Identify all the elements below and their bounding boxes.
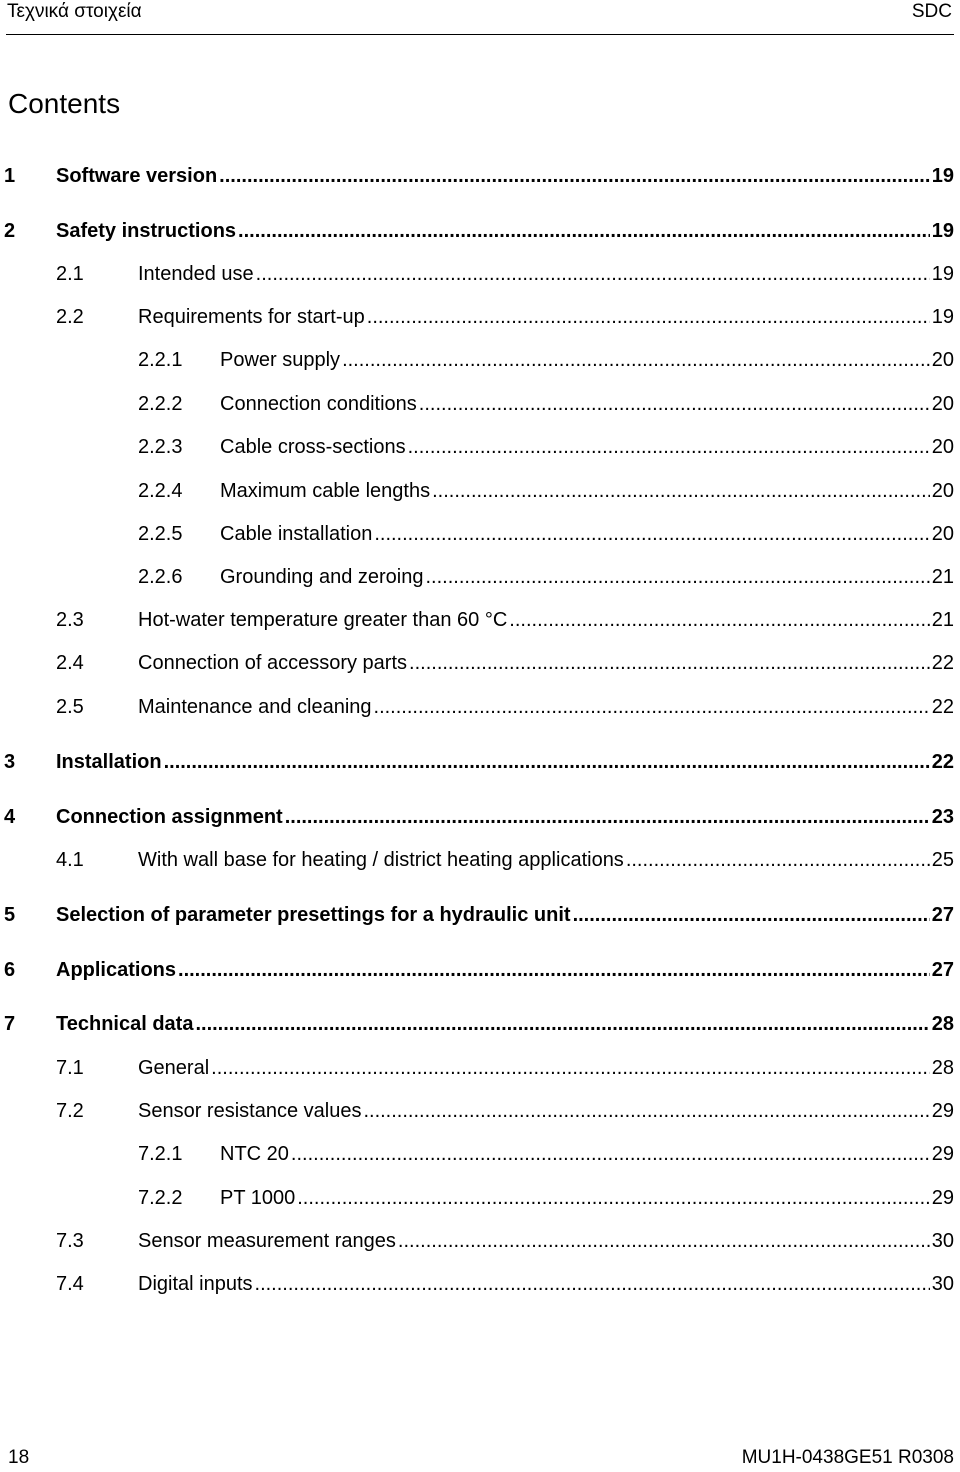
toc-entry-number: 2.2.3 <box>138 436 183 458</box>
toc-entry-page: 20 <box>931 436 954 458</box>
toc-entry-number: 6 <box>4 959 16 981</box>
toc-entry-title: Software version <box>56 165 218 187</box>
toc-leader-dots <box>254 261 930 287</box>
toc-entry-page: 23 <box>931 806 954 828</box>
toc-leader-dots <box>396 1228 930 1254</box>
toc-entry[interactable] <box>4 391 954 417</box>
toc-entry-number: 2.3 <box>56 609 84 631</box>
toc-leader-dots <box>217 163 930 189</box>
toc-entry-page: 30 <box>931 1273 954 1295</box>
toc-entry-number: 7.2.1 <box>138 1143 183 1165</box>
toc-entry[interactable] <box>4 749 954 775</box>
toc-entry-page: 21 <box>931 566 954 588</box>
toc-entry[interactable] <box>4 957 954 983</box>
page-number: 18 <box>8 1447 30 1468</box>
toc-entry-number: 2 <box>4 220 16 242</box>
toc-entry-number: 7.4 <box>56 1273 84 1295</box>
toc-entry-title: Sensor resistance values <box>138 1100 362 1122</box>
toc-entry-number: 2.2.4 <box>138 480 183 502</box>
toc-leader-dots <box>417 391 930 417</box>
toc-leader-dots <box>571 902 930 928</box>
toc-entry-number: 7 <box>4 1013 16 1035</box>
toc-entry[interactable] <box>4 607 954 633</box>
toc-leader-dots <box>162 749 930 775</box>
toc-entry-page: 28 <box>931 1057 954 1079</box>
toc-entry-number: 7.3 <box>56 1230 84 1252</box>
toc-entry-page: 29 <box>931 1187 954 1209</box>
toc-leader-dots <box>372 521 929 547</box>
toc-entry[interactable] <box>4 694 954 720</box>
toc-entry-title: Power supply <box>220 349 341 371</box>
toc-entry[interactable] <box>4 902 954 928</box>
toc-entry-title: Maintenance and cleaning <box>138 696 372 718</box>
toc-entry[interactable] <box>4 1055 954 1081</box>
toc-leader-dots <box>253 1271 930 1297</box>
toc-leader-dots <box>361 1098 929 1124</box>
toc-entry-page: 20 <box>931 349 954 371</box>
toc-entry-page: 21 <box>931 609 954 631</box>
toc-leader-dots <box>193 1011 929 1037</box>
header-product-name: SDC <box>911 1 952 22</box>
toc-entry-title: Cable cross-sections <box>220 436 406 458</box>
toc-entry-page: 25 <box>931 849 954 871</box>
toc-entry-number: 2.4 <box>56 652 84 674</box>
toc-entry[interactable] <box>4 1228 954 1254</box>
toc-leader-dots <box>407 650 930 676</box>
toc-entry-number: 7.2 <box>56 1100 84 1122</box>
toc-entry-number: 2.2.2 <box>138 393 183 415</box>
toc-entry-page: 29 <box>931 1143 954 1165</box>
toc-entry-title: NTC 20 <box>220 1143 289 1165</box>
toc-entry[interactable] <box>4 218 954 244</box>
toc-entry-title: Connection assignment <box>56 806 283 828</box>
toc-leader-dots <box>289 1141 930 1167</box>
toc-entry-title: Maximum cable lengths <box>220 480 431 502</box>
page-title: Contents <box>8 88 121 119</box>
toc-entry-number: 2.2.6 <box>138 566 183 588</box>
toc-entry[interactable] <box>4 1011 954 1037</box>
toc-entry[interactable] <box>4 163 954 189</box>
toc-entry-number: 2.5 <box>56 696 84 718</box>
toc-leader-dots <box>372 694 930 720</box>
toc-entry[interactable] <box>4 1185 954 1211</box>
header-section-title: Τεχνικά στοιχεία <box>7 1 142 22</box>
toc-leader-dots <box>295 1185 930 1211</box>
toc-entry[interactable] <box>4 1271 954 1297</box>
toc-leader-dots <box>423 564 929 590</box>
toc-entry-page: 19 <box>931 306 954 328</box>
toc-entry-title: Sensor measurement ranges <box>138 1230 396 1252</box>
toc-entry-title: General <box>138 1057 210 1079</box>
toc-entry-title: Installation <box>56 751 162 773</box>
toc-entry-title: Technical data <box>56 1013 194 1035</box>
toc-entry-number: 7.2.2 <box>138 1187 183 1209</box>
toc-entry-page: 29 <box>931 1100 954 1122</box>
toc-entry[interactable] <box>4 1098 954 1124</box>
toc-entry-page: 27 <box>931 959 954 981</box>
toc-entry-title: Connection conditions <box>220 393 417 415</box>
toc-entry-page: 27 <box>931 904 954 926</box>
toc-entry-page: 19 <box>931 165 954 187</box>
toc-leader-dots <box>507 607 929 633</box>
toc-entry-number: 7.1 <box>56 1057 84 1079</box>
toc-leader-dots <box>209 1055 930 1081</box>
toc-entry-page: 28 <box>931 1013 954 1035</box>
toc-leader-dots <box>430 478 930 504</box>
toc-leader-dots <box>176 957 930 983</box>
toc-leader-dots <box>406 434 930 460</box>
toc-entry[interactable] <box>4 804 954 830</box>
toc-entry[interactable] <box>4 261 954 287</box>
toc-entry[interactable] <box>4 347 954 373</box>
toc-entry-title: Intended use <box>138 263 254 285</box>
toc-entry-number: 2.2 <box>56 306 84 328</box>
toc-entry-title: Selection of parameter presettings for a hydraulic unit <box>56 904 571 926</box>
toc-entry-number: 3 <box>4 751 16 773</box>
document-code: MU1H-0438GE51 R0308 <box>741 1447 954 1468</box>
toc-entry[interactable] <box>4 434 954 460</box>
toc-leader-dots <box>236 218 930 244</box>
toc-entry[interactable] <box>4 478 954 504</box>
toc-entry-number: 4.1 <box>56 849 84 871</box>
toc-entry-number: 4 <box>4 806 16 828</box>
toc-entry-number: 5 <box>4 904 16 926</box>
toc-entry-title: Digital inputs <box>138 1273 253 1295</box>
toc-entry[interactable] <box>4 564 954 590</box>
toc-entry-page: 19 <box>931 220 954 242</box>
toc-entry-page: 22 <box>931 751 954 773</box>
toc-entry-page: 19 <box>931 263 954 285</box>
toc-entry-title: With wall base for heating / district heating applications <box>138 849 624 871</box>
toc-entry-title: Safety instructions <box>56 220 237 242</box>
toc-entry-page: 20 <box>931 480 954 502</box>
toc-entry-number: 2.2.1 <box>138 349 183 371</box>
toc-entry-number: 2.1 <box>56 263 84 285</box>
toc-leader-dots <box>624 847 930 873</box>
toc-entry-page: 30 <box>931 1230 954 1252</box>
toc-entry-page: 22 <box>931 696 954 718</box>
toc-leader-dots <box>283 804 930 830</box>
toc-entry-number: 1 <box>4 165 16 187</box>
toc-entry[interactable] <box>4 521 954 547</box>
toc-entry-title: Requirements for start-up <box>138 306 365 328</box>
toc-entry-number: 2.2.5 <box>138 523 183 545</box>
toc-entry-title: Hot-water temperature greater than 60 °C <box>138 609 508 631</box>
toc-entry[interactable] <box>4 304 954 330</box>
toc-leader-dots <box>340 347 930 373</box>
toc-entry-title: Grounding and zeroing <box>220 566 424 588</box>
toc-entry-title: PT 1000 <box>220 1187 296 1209</box>
toc-entry-page: 22 <box>931 652 954 674</box>
toc-entry-title: Cable installation <box>220 523 373 545</box>
toc-entry-page: 20 <box>931 393 954 415</box>
toc-entry-title: Applications <box>56 959 177 981</box>
toc-entry-title: Connection of accessory parts <box>138 652 408 674</box>
toc-leader-dots <box>365 304 930 330</box>
toc-entry-page: 20 <box>931 523 954 545</box>
toc-entry[interactable] <box>4 1141 954 1167</box>
toc-entry[interactable] <box>4 847 954 873</box>
toc-entry[interactable] <box>4 650 954 676</box>
